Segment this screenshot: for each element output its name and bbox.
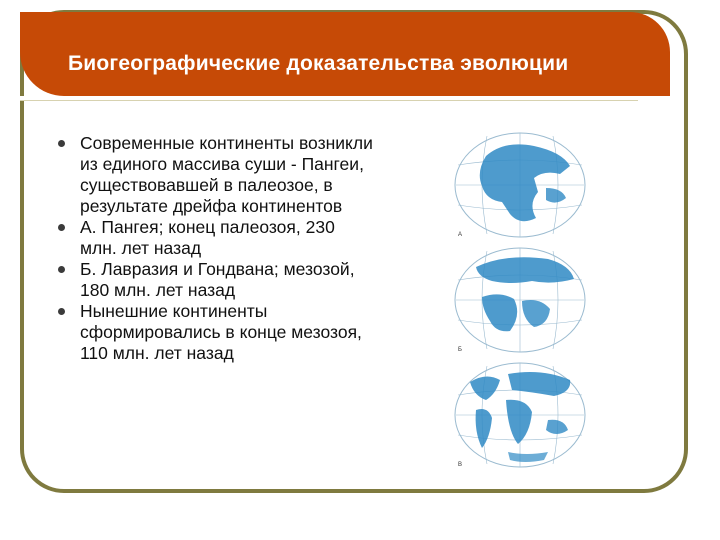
bullet-text: Современные континенты возникли из единого массива суши - Пангеи, существовавшей в палеозое, в результате дрейфа континентов [80,133,373,216]
map-modern-continents [452,360,588,473]
bullet-text: А. Пангея; конец палеозоя, 230 млн. лет назад [80,217,335,258]
title-bar [20,12,670,96]
bullet-item [56,259,376,301]
map-letter: В [458,462,463,468]
map-letter: Б [458,347,462,353]
bullet-icon [58,140,65,147]
bullet-icon [58,224,65,231]
map-letter: А [458,232,463,238]
bullet-text: Нынешние континенты сформировались в конце мезозоя, 110 млн. лет назад [80,301,362,363]
bullet-item [56,301,376,364]
bullet-item [56,217,376,259]
bullet-icon [58,266,65,273]
continental-drift-maps [452,130,588,470]
slide-title: Биогеографические доказательства эволюции [68,52,569,75]
bullet-icon [58,308,65,315]
bullet-text: Б. Лавразия и Гондвана; мезозой, 180 млн. лет назад [80,259,355,300]
bullet-list [56,133,376,364]
bullet-item [56,133,376,217]
title-underline [20,96,638,101]
map-pangea [452,130,588,243]
map-laurasia-gondwana [452,245,588,358]
